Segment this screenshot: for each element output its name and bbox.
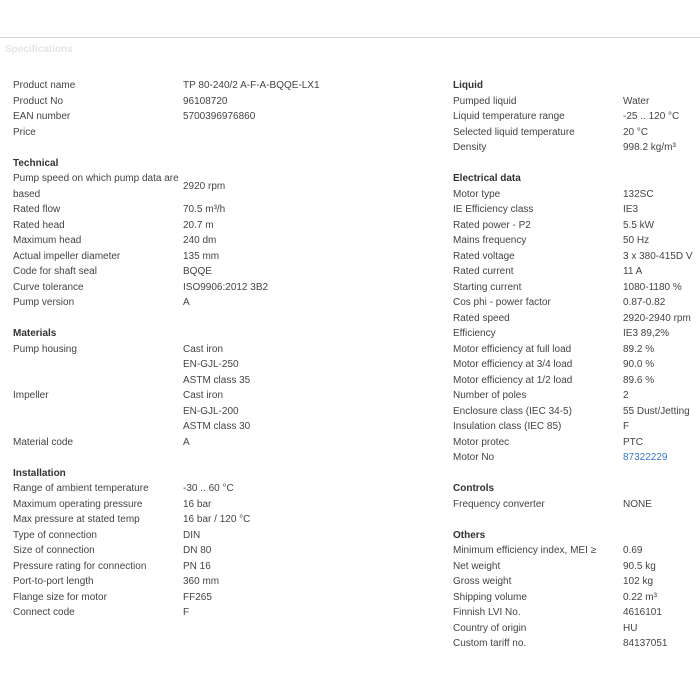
- spec-values: [183, 109, 438, 125]
- spec-row-gross-weight: [453, 574, 698, 590]
- spec-row-motor-efficiency-at-full-load: [453, 342, 698, 358]
- spec-values: [183, 295, 438, 311]
- section-title-liquid: Liquid: [453, 80, 483, 91]
- spec-label: Motor protec: [453, 436, 510, 448]
- spec-values: [623, 419, 698, 435]
- spec-row-rated-current: [453, 264, 698, 280]
- spec-label: Port-to-port length: [13, 576, 94, 587]
- spec-label: Product name: [13, 80, 76, 91]
- spec-value: 50 Hz: [623, 235, 650, 246]
- spec-label: Material code: [13, 436, 74, 448]
- spec-values: [623, 280, 698, 296]
- spec-values: [183, 249, 438, 265]
- section-installation: [13, 466, 438, 621]
- section-title-controls: Controls: [453, 483, 495, 494]
- spec-label: Connect code: [13, 607, 75, 618]
- spec-value: 998.2 kg/m³: [623, 142, 676, 153]
- spec-values: [623, 342, 698, 358]
- spec-row-motor-efficiency-at-3-4-load: [453, 357, 698, 373]
- spec-value: 70.5 m³/h: [183, 204, 226, 215]
- spec-values: [623, 605, 698, 621]
- spec-values: [183, 280, 438, 296]
- spec-value: 20 °C: [623, 126, 649, 138]
- spec-label: Rated power - P2: [453, 219, 531, 231]
- spec-row-pump-housing: [13, 342, 438, 389]
- spec-value: HU: [623, 622, 638, 634]
- spec-values: [183, 605, 438, 621]
- spec-values: [623, 636, 698, 652]
- spec-value: 89.2 %: [623, 343, 655, 355]
- spec-label: Insulation class (IEC 85): [453, 421, 562, 432]
- spec-row-rated-voltage: [453, 249, 698, 265]
- spec-value: [183, 125, 438, 141]
- spec-value: 2920 rpm: [183, 180, 226, 192]
- spec-row-ean-number: [13, 109, 438, 125]
- spec-value: EN-GJL-200: [183, 405, 239, 417]
- spec-row-impeller: [13, 388, 438, 435]
- spec-row-rated-speed: [453, 311, 698, 327]
- spec-value: 90.0 %: [623, 359, 655, 370]
- spec-label: Maximum head: [13, 235, 82, 246]
- spec-values: [623, 543, 698, 559]
- spec-values: [623, 373, 698, 389]
- spec-value: -25 .. 120 °C: [623, 111, 680, 122]
- spec-value: 20.7 m: [183, 219, 214, 231]
- top-divider: [0, 37, 700, 38]
- spec-values: [183, 388, 438, 435]
- spec-value: 16 bar: [183, 498, 212, 510]
- spec-row-motor-protec: [453, 435, 698, 451]
- spec-row-port-to-port-length: [13, 574, 438, 590]
- spec-row-size-of-connection: [13, 543, 438, 559]
- spec-values: [183, 512, 438, 528]
- spec-values: [183, 171, 438, 202]
- spec-row-enclosure-class-iec-34-5: [453, 404, 698, 420]
- spec-values: [623, 125, 698, 141]
- spec-row-frequency-converter: [453, 497, 698, 513]
- spec-label: Motor efficiency at full load: [453, 343, 572, 355]
- spec-value: 96108720: [183, 95, 228, 107]
- spec-label: Product No: [13, 95, 64, 107]
- spec-values: [183, 233, 438, 249]
- spec-row-range-of-ambient-temperature: [13, 481, 438, 497]
- spec-row-max-pressure-at-stated-temp: [13, 512, 438, 528]
- spec-row-starting-current: [453, 280, 698, 296]
- spec-label: Impeller: [13, 390, 49, 401]
- section-electrical: [453, 171, 698, 466]
- spec-value: IE3: [623, 204, 639, 215]
- spec-label: Pressure rating for connection: [13, 560, 147, 572]
- spec-value: -30 .. 60 °C: [183, 483, 234, 494]
- spec-value: 360 mm: [183, 576, 220, 587]
- spec-value: 84137051: [623, 638, 668, 649]
- spec-values: [183, 78, 438, 94]
- spec-row-code-for-shaft-seal: [13, 264, 438, 280]
- spec-row-motor-efficiency-at-1-2-load: [453, 373, 698, 389]
- spec-label: Motor efficiency at 3/4 load: [453, 359, 573, 370]
- spec-label: Curve tolerance: [13, 281, 84, 293]
- spec-values: [183, 528, 438, 544]
- spec-values: [183, 543, 438, 559]
- spec-value: 3 x 380-415D V: [623, 250, 693, 262]
- spec-value: ASTM class 30: [183, 421, 251, 432]
- spec-values: [623, 311, 698, 327]
- spec-value: NONE: [623, 498, 652, 510]
- spec-values: [183, 218, 438, 234]
- spec-row-cos-phi-power-factor: [453, 295, 698, 311]
- spec-values: [623, 94, 698, 110]
- spec-row-type-of-connection: [13, 528, 438, 544]
- spec-value: 89.6 %: [623, 374, 655, 386]
- spec-values: [183, 559, 438, 575]
- spec-row-price: [13, 125, 438, 141]
- spec-label: Rated speed: [453, 312, 510, 324]
- spec-row-maximum-head: [13, 233, 438, 249]
- section-others: [453, 528, 698, 652]
- spec-values: [183, 590, 438, 606]
- spec-value: 0.22 m³: [623, 591, 657, 603]
- spec-value: PTC: [623, 436, 643, 448]
- spec-values: [623, 218, 698, 234]
- spec-row-actual-impeller-diameter: [13, 249, 438, 265]
- spec-label: Cos phi - power factor: [453, 297, 551, 308]
- spec-row-liquid-temperature-range: [453, 109, 698, 125]
- spec-values: [623, 450, 698, 466]
- spec-label: Actual impeller diameter: [13, 250, 121, 262]
- spec-value: 4616101: [623, 607, 662, 618]
- spec-value: 5.5 kW: [623, 219, 655, 231]
- spec-row-maximum-operating-pressure: [13, 497, 438, 513]
- spec-label: Liquid temperature range: [453, 111, 565, 122]
- spec-row-rated-power-p2: [453, 218, 698, 234]
- spec-row-efficiency: [453, 326, 698, 342]
- spec-label: EAN number: [13, 111, 71, 122]
- spec-label: Finnish LVI No.: [453, 607, 521, 618]
- spec-values: [623, 264, 698, 280]
- spec-label: Shipping volume: [453, 591, 527, 603]
- spec-label: Custom tariff no.: [453, 638, 527, 649]
- left-spec-column: [13, 78, 438, 621]
- spec-values: [623, 249, 698, 265]
- spec-row-product-no: [13, 94, 438, 110]
- spec-row-connect-code: [13, 605, 438, 621]
- spec-label: Pump version: [13, 297, 75, 308]
- spec-label: Enclosure class (IEC 34-5): [453, 405, 572, 417]
- spec-row-curve-tolerance: [13, 280, 438, 296]
- spec-values: [623, 621, 698, 637]
- spec-values: [623, 497, 698, 513]
- spec-value: Water: [623, 95, 650, 107]
- spec-row-motor-no: [453, 450, 698, 466]
- spec-row-motor-type: [453, 187, 698, 203]
- spec-value: 5700396976860: [183, 111, 256, 122]
- spec-row-custom-tariff-no: [453, 636, 698, 652]
- spec-value: IE3 89,2%: [623, 328, 670, 339]
- spec-value: 2: [623, 390, 629, 401]
- spec-value: A: [183, 436, 190, 448]
- spec-values: [623, 590, 698, 606]
- section-technical: [13, 156, 438, 311]
- spec-row-material-code: [13, 435, 438, 451]
- spec-value: ASTM class 35: [183, 374, 251, 386]
- spec-row-rated-flow: [13, 202, 438, 218]
- spec-value: 0.87-0.82: [623, 297, 666, 308]
- section-title-others: Others: [453, 529, 486, 541]
- spec-label: Pump housing: [13, 343, 77, 355]
- spec-values: [183, 481, 438, 497]
- spec-value: ISO9906:2012 3B2: [183, 281, 269, 293]
- section-title-technical: Technical: [13, 157, 59, 169]
- spec-label: Rated voltage: [453, 250, 515, 262]
- spec-value: 11 A: [623, 266, 643, 277]
- spec-label: Range of ambient temperature: [13, 483, 149, 494]
- spec-value: 135 mm: [183, 250, 220, 262]
- spec-label: Minimum efficiency index, MEI ≥: [453, 545, 597, 556]
- spec-label: Density: [453, 142, 487, 153]
- spec-label: Type of connection: [13, 529, 97, 541]
- spec-row-product-name: [13, 78, 438, 94]
- spec-row-density: [453, 140, 698, 156]
- spec-value: PN 16: [183, 560, 211, 572]
- spec-label: IE Efficiency class: [453, 204, 534, 215]
- spec-label: Rated current: [453, 266, 514, 277]
- spec-values: [623, 233, 698, 249]
- spec-row-number-of-poles: [453, 388, 698, 404]
- section-title-materials: Materials: [13, 328, 57, 339]
- spec-values: [183, 497, 438, 513]
- spec-label: Motor No: [453, 452, 495, 463]
- spec-label: Gross weight: [453, 576, 512, 587]
- spec-values: [623, 357, 698, 373]
- spec-values: [623, 559, 698, 575]
- spec-row-shipping-volume: [453, 590, 698, 606]
- spec-row-flange-size-for-motor: [13, 590, 438, 606]
- spec-row-pump-speed-on-which-pump-data-are-based: [13, 171, 438, 202]
- page-heading: Specifications: [5, 44, 73, 55]
- spec-value: BQQE: [183, 266, 212, 277]
- section-title-electrical: Electrical data: [453, 173, 521, 184]
- spec-value: A: [183, 297, 190, 308]
- spec-values: [183, 574, 438, 590]
- spec-row-pump-version: [13, 295, 438, 311]
- spec-value: F: [183, 607, 190, 618]
- spec-row-minimum-efficiency-index-mei: [453, 543, 698, 559]
- spec-values: [623, 109, 698, 125]
- spec-value: EN-GJL-250: [183, 359, 239, 370]
- spec-row-rated-head: [13, 218, 438, 234]
- spec-values: [183, 202, 438, 218]
- spec-values: [183, 342, 438, 389]
- spec-values: [623, 574, 698, 590]
- spec-value: FF265: [183, 591, 212, 603]
- spec-row-insulation-class-iec-85: [453, 419, 698, 435]
- spec-value: 16 bar / 120 °C: [183, 514, 251, 525]
- section-liquid: [453, 78, 698, 156]
- spec-row-pumped-liquid: [453, 94, 698, 110]
- right-spec-column: [453, 78, 698, 652]
- spec-label: Net weight: [453, 560, 501, 572]
- spec-row-country-of-origin: [453, 621, 698, 637]
- section-title-installation: Installation: [13, 467, 66, 479]
- spec-label: Maximum operating pressure: [13, 498, 143, 510]
- section-controls: [453, 481, 698, 512]
- spec-value: 102 kg: [623, 576, 654, 587]
- spec-values: [623, 435, 698, 451]
- spec-label: Pump speed on which pump data are based: [13, 173, 179, 200]
- spec-label: Motor type: [453, 188, 501, 200]
- spec-values: [623, 326, 698, 342]
- spec-values: [623, 388, 698, 404]
- spec-value: 1080-1180 %: [623, 281, 682, 293]
- spec-row-selected-liquid-temperature: [453, 125, 698, 141]
- spec-values: [183, 125, 438, 141]
- spec-value: 240 dm: [183, 235, 217, 246]
- spec-label: Pumped liquid: [453, 95, 517, 107]
- spec-value: TP 80-240/2 A-F-A-BQQE-LX1: [183, 80, 320, 91]
- spec-value: Cast iron: [183, 343, 224, 355]
- section-product: [13, 78, 438, 140]
- spec-values: [183, 264, 438, 280]
- spec-values: [623, 187, 698, 203]
- spec-row-ie-efficiency-class: [453, 202, 698, 218]
- spec-value: 90.5 kg: [623, 560, 656, 572]
- spec-value: DIN: [183, 529, 201, 541]
- spec-label: Efficiency: [453, 328, 496, 339]
- spec-label: Code for shaft seal: [13, 266, 97, 277]
- spec-label: Flange size for motor: [13, 591, 107, 603]
- spec-values: [183, 94, 438, 110]
- spec-label: Max pressure at stated temp: [13, 514, 140, 525]
- section-materials: [13, 326, 438, 450]
- spec-label: Price: [13, 126, 36, 138]
- spec-value: DN 80: [183, 545, 212, 556]
- spec-value: 55 Dust/Jetting: [623, 405, 690, 417]
- spec-label: Size of connection: [13, 545, 95, 556]
- spec-label: Number of poles: [453, 390, 527, 401]
- spec-label: Rated head: [13, 219, 65, 231]
- spec-value: 0.69: [623, 545, 643, 556]
- spec-label: Frequency converter: [453, 498, 545, 510]
- spec-row-net-weight: [453, 559, 698, 575]
- spec-row-pressure-rating-for-connection: [13, 559, 438, 575]
- spec-value: F: [623, 421, 630, 432]
- spec-label: Rated flow: [13, 204, 61, 215]
- spec-row-finnish-lvi-no: [453, 605, 698, 621]
- spec-values: [623, 295, 698, 311]
- spec-values: [183, 435, 438, 451]
- spec-values: [623, 404, 698, 420]
- spec-label: Selected liquid temperature: [453, 126, 575, 138]
- spec-label: Country of origin: [453, 622, 527, 634]
- spec-label: Mains frequency: [453, 235, 527, 246]
- spec-value: Cast iron: [183, 390, 224, 401]
- spec-value: 2920-2940 rpm: [623, 312, 691, 324]
- spec-row-mains-frequency: [453, 233, 698, 249]
- spec-values: [623, 140, 698, 156]
- spec-label: Motor efficiency at 1/2 load: [453, 374, 573, 386]
- motor-no-link[interactable]: 87322229: [623, 452, 668, 463]
- spec-label: Starting current: [453, 281, 522, 293]
- spec-value: 132SC: [623, 188, 654, 200]
- spec-values: [623, 202, 698, 218]
